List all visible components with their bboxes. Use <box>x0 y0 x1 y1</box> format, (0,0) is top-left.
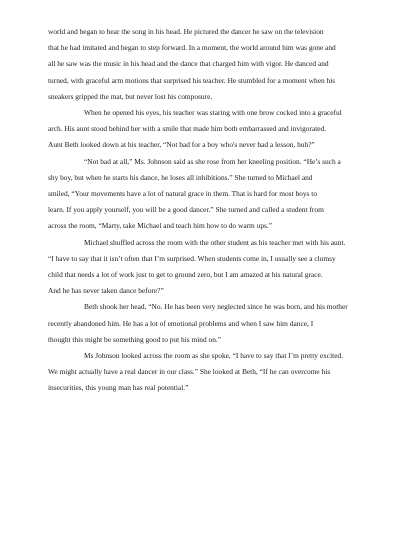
text-line: that he had imitated and began to step forward. In a moment, the world around him was gone and <box>48 43 336 53</box>
text-line: insecurities, this young man has real potential.” <box>48 383 189 393</box>
text-line: “Not bad at all,” Ms. Johnson said as she rose from her kneeling position. “He’s such a <box>84 156 341 166</box>
text-line: Aunt Beth looked down at his teacher, “Not bad for a boy who's never had a lesson, huh?” <box>48 140 315 150</box>
text-line: shy boy, but when he starts his dance, he loses all inhibitions.” She turned to Michael and <box>48 172 313 182</box>
paragraph-4 <box>48 235 380 300</box>
text-line: recently abandoned him. He has a lot of emotional problems and when I saw him dance, I <box>48 318 314 328</box>
text-line: child that needs a lot of work just to get to ground zero, but I am amazed at his natural grace. <box>48 270 323 280</box>
text-line: Ms Johnson looked across the room as she spoke, “I have to say that I’m pretty excited. <box>84 351 344 361</box>
body-text <box>48 24 380 397</box>
text-line: arch. His aunt stood behind her with a smile that made him both embarrassed and invigorated. <box>48 124 327 134</box>
text-line: sneakers gripped the mat, but never lost his composure. <box>48 91 213 101</box>
text-line: smiled, “Your movements have a lot of natural grace in them. That is hard for most boys to <box>48 189 318 199</box>
text-line: across the room, “Marty, take Michael and teach him how to do warm ups.” <box>48 221 273 231</box>
text-line: world and began to hear the song in his head. He pictured the dancer he saw on the television <box>48 27 324 36</box>
paragraph-6 <box>48 348 380 397</box>
text-line: Michael shuffled across the room with the other student as his teacher met with his aunt. <box>84 237 346 247</box>
text-line: “I have to say that it isn’t often that I’m surprised. When students come in, I usually see a clumsy <box>48 253 336 263</box>
paragraph-1 <box>48 24 380 105</box>
paragraph-2 <box>48 105 380 154</box>
text-line: thought this might be something good to put his mind on.” <box>48 334 222 344</box>
paragraph-5 <box>48 299 380 348</box>
paragraph-3 <box>48 154 380 235</box>
text-line: turned, with graceful arm motions that surprised his teacher. He stumbled for a moment when his <box>48 75 336 85</box>
text-line: Beth shook her head, “No. He has been very neglected since he was born, and his mother <box>84 302 348 312</box>
text-line: We might actually have a real dancer in our class.” She looked at Beth, “If he can overcome his <box>48 367 331 377</box>
text-line: all he saw was the music in his head and the dance that charged him with vigor. He danced and <box>48 59 329 69</box>
text-line: When he opened his eyes, his teacher was staring with one brow cocked into a graceful <box>84 108 342 118</box>
text-line: learn. If you apply yourself, you will be a good dancer.” She turned and called a student from <box>48 205 324 215</box>
text-line: And he has never taken dance before?” <box>48 286 164 296</box>
